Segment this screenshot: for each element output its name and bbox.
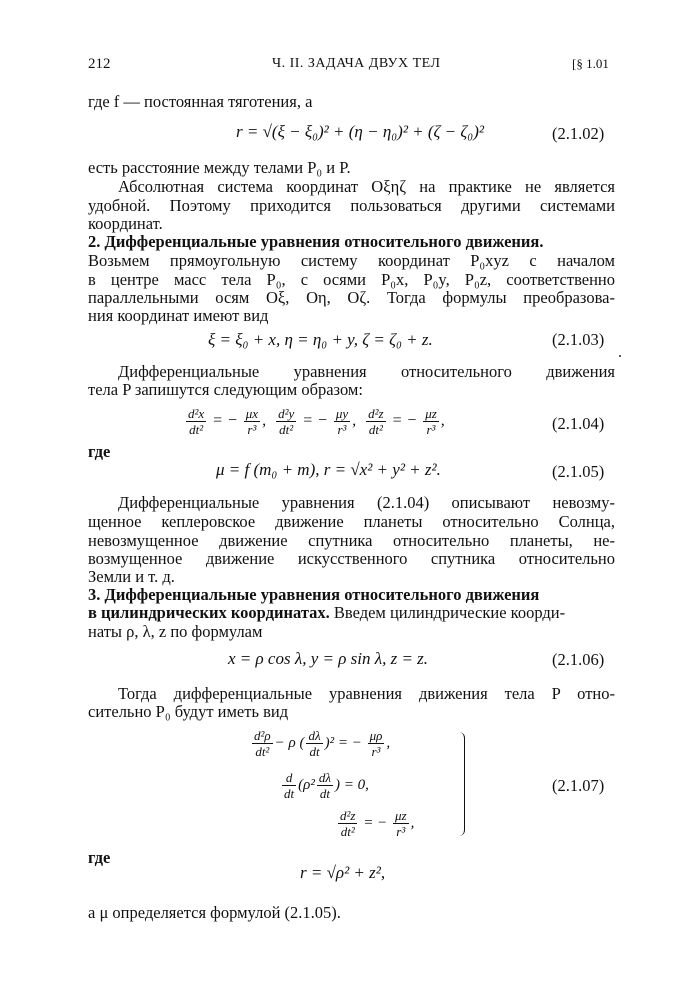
page-number: 212 (88, 56, 111, 72)
numerator: μx (245, 406, 259, 421)
text-line: параллельными осям Oξ, Oη, Oζ. Тогда формулы преобразова- (88, 288, 615, 307)
equation-2-1-04: $\frac{\text{d²x}}{\text{dt²}}$ = − $\frac{\mu x}{\text{r³}}$ , $\frac{\text{d²y}}{\text{dt²}}$ = − $\frac{\mu y}{\text{r³}}$ , $\frac{\text{d²z}}{\text{dt²}}$ = − $\frac{\mu z}{\text{r³}}$ , (188, 406, 445, 437)
numerator: μy (335, 406, 349, 421)
text-line: где (88, 442, 111, 461)
right-brace (454, 732, 465, 836)
numerator: d²y (278, 406, 295, 421)
section-heading: 3. Дифференциальные уравнения относительного движения (88, 585, 540, 604)
numerator: dλ (308, 728, 321, 743)
equation-number: (2.1.06) (552, 650, 605, 669)
text-span: Введем цилиндрические коорди- (329, 603, 566, 622)
equation-number: (2.1.02) (552, 124, 605, 143)
equation-number: (2.1.05) (552, 462, 605, 481)
numerator: d²z (368, 406, 384, 421)
text-line: наты ρ, λ, z по формулам (88, 622, 263, 641)
denominator: r³ (396, 824, 406, 839)
fraction (317, 770, 333, 801)
denominator: dt (309, 744, 320, 759)
fraction (186, 406, 206, 437)
numerator: d (282, 770, 296, 786)
fraction (423, 406, 439, 437)
fraction (393, 808, 409, 839)
equation-number: (2.1.03) (552, 330, 605, 349)
denominator: dt (319, 786, 330, 801)
denominator: dt² (368, 422, 383, 437)
text-line: удобной. Поэтому приходится пользоваться другими системами (88, 196, 615, 215)
text-line: Возьмем прямоугольную систему координат P₀xyz с началом (88, 251, 615, 270)
text-span: )² = − (324, 734, 362, 751)
equation-2-1-05: μ = f (m₀ + m), r = √x² + y² + z². (216, 460, 441, 479)
equation-2-1-03: ξ = ξ₀ + x, η = η₀ + y, ζ = ζ₀ + z. (208, 330, 433, 349)
denominator: r³ (247, 422, 257, 437)
text-line: в центре масс тела P₀, с осями P₀x, P₀y, P₀z, соответственно (88, 270, 615, 289)
equation-2-1-02: r = √(ξ − ξ₀)² + (η − η₀)² + (ζ − ζ₀)² (236, 122, 484, 141)
text-line: Дифференциальные уравнения (2.1.04) описывают невозму- (118, 493, 615, 512)
numerator: d²z (340, 808, 356, 823)
numerator: μz (394, 808, 407, 823)
stray-dot (619, 355, 621, 357)
text-line: где (88, 848, 111, 867)
numerator: μρ (369, 728, 383, 743)
text-line: есть расстояние между телами P₀ и P. (88, 158, 351, 177)
denominator: dt² (340, 824, 355, 839)
denominator: dt (284, 786, 295, 801)
section-ref: [§ 1.01 (572, 56, 609, 71)
text-line: ния координат имеют вид (88, 306, 269, 325)
text-line: сительно P₀ будут иметь вид (88, 702, 289, 721)
text-line: щенное кеплеровское движение планеты относительно Солнца, (88, 512, 615, 531)
text-line: Тогда дифференциальные уравнения движения тела P отно- (118, 684, 615, 703)
equation-number: (2.1.07) (552, 776, 605, 795)
fraction (252, 728, 273, 759)
text-span: − ρ ( (274, 734, 305, 751)
equation-2-1-06: x = ρ cos λ, y = ρ sin λ, z = z. (228, 649, 429, 668)
fraction (338, 808, 357, 839)
fraction (244, 406, 260, 437)
numerator: μz (425, 406, 437, 421)
text-line: а μ определяется формулой (2.1.05). (88, 903, 341, 922)
text-span: (ρ² (298, 776, 315, 793)
text-line: координат. (88, 214, 163, 233)
equation-2-1-07-line2 (280, 770, 369, 801)
fraction (368, 728, 385, 759)
denominator: r³ (426, 422, 436, 437)
text-line: Абсолютная система координат Oξηζ на практике не является (118, 177, 615, 196)
fraction (276, 406, 296, 437)
fraction (282, 770, 296, 801)
numerator: dλ (318, 770, 331, 785)
denominator: r³ (337, 422, 347, 437)
numerator: d²x (188, 406, 205, 421)
equation-2-1-07-line3: $\frac{\text{d²z}}{\text{dt²}}$ = − $\frac{\mu z}{\text{r³}}$ , (340, 808, 415, 839)
fraction (334, 406, 350, 437)
denominator: dt² (255, 744, 270, 759)
equation-number: (2.1.04) (552, 414, 605, 433)
section-heading-cont: в цилиндрических координатах. (88, 603, 330, 622)
text-line: Земли и т. д. (88, 567, 175, 586)
text-line (88, 603, 565, 623)
fraction (306, 728, 322, 759)
denominator: dt² (279, 422, 294, 437)
text-line: где f — постоянная тяготения, а (88, 92, 313, 111)
text-line: Дифференциальные уравнения относительного движения (118, 362, 615, 381)
section-heading: 2. Дифференциальные уравнения относительного движения. (88, 232, 544, 251)
denominator: dt² (189, 422, 204, 437)
numerator: d²ρ (254, 728, 271, 743)
text-line: возмущенное движение искусственного спутника относительно (88, 549, 615, 568)
text-line: тела P запишутся следующим образом: (88, 380, 363, 399)
denominator: r³ (371, 744, 381, 759)
text-line: невозмущенное движение спутника относительно планеты, не- (88, 531, 615, 550)
text-span: ) = 0, (334, 776, 369, 793)
running-header: Ч. II. ЗАДАЧА ДВУХ ТЕЛ (272, 56, 441, 71)
equation-2-1-07-line1: $\frac{\text{d²ρ}}{\text{dt²}}$ − ρ ( $\frac{d\lambda}{dt}$ )² = − $\frac{\mu\rho}{\text{r³}}$ , (254, 728, 391, 759)
equation-r: r = √ρ² + z², (300, 863, 386, 882)
fraction (366, 406, 385, 437)
